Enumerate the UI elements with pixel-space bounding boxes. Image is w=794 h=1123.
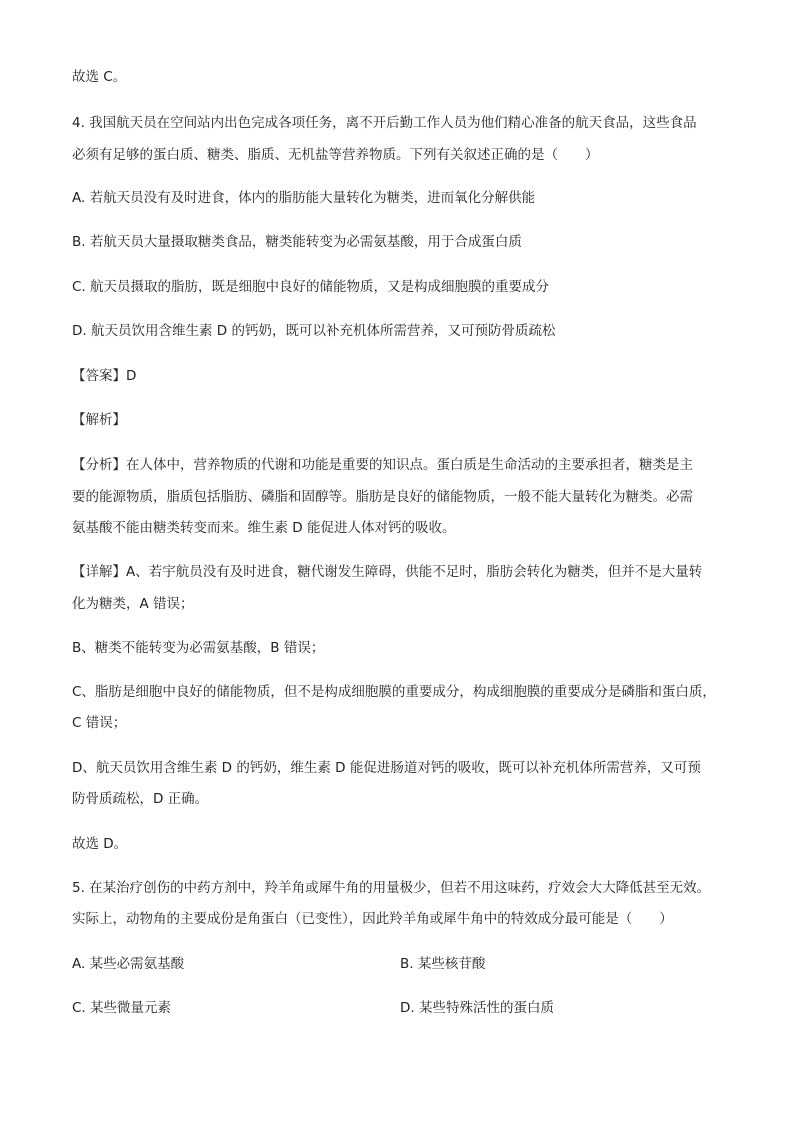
question-5-option-c: C. 某些微量元素 xyxy=(72,1000,172,1016)
question-4-option-c: C. 航天员摄取的脂肪，既是细胞中良好的储能物质，又是构成细胞膜的重要成分 xyxy=(72,279,550,295)
detail-text: A、若宇航员没有及时进食，糖代谢发生障碍，供能不足时，脂肪会转化为糖类，但并不是大量转 xyxy=(126,564,703,580)
question-5-option-b: B. 某些核苷酸 xyxy=(400,956,486,972)
detail-line-c-1: C、脂肪是细胞中良好的储能物质，但不是构成细胞膜的重要成分，构成细胞膜的重要成分是磷脂和蛋白质， xyxy=(72,684,716,700)
analysis-line-1 xyxy=(72,455,693,475)
prev-answer-line: 故选 C。 xyxy=(72,69,127,85)
answer-line xyxy=(72,366,136,386)
detail-line-d-2: 防骨质疏松，D 正确。 xyxy=(72,791,209,807)
question-4-option-d: D. 航天员饮用含维生素 D 的钙奶，既可以补充机体所需营养，又可预防骨质疏松 xyxy=(72,323,556,339)
detail-tag: 【详解】 xyxy=(72,564,126,580)
question-5-stem-line-1: 5. 在某治疗创伤的中药方剂中，羚羊角或犀牛角的用量极少，但若不用这味药，疗效会大大降低甚至无效。 xyxy=(72,880,711,896)
detail-line-b: B、糖类不能转变为必需氨基酸，B 错误； xyxy=(72,640,325,656)
question-5-stem-line-2: 实际上，动物角的主要成份是角蛋白（已变性），因此羚羊角或犀牛角中的特效成分最可能是（ ） xyxy=(72,911,673,927)
detail-line-1 xyxy=(72,562,702,582)
analysis-tag: 【分析】 xyxy=(72,457,126,473)
analysis-heading: 【解析】 xyxy=(72,412,126,428)
answer-value: D xyxy=(126,368,137,384)
question-4-option-a: A. 若航天员没有及时进食，体内的脂肪能大量转化为糖类，进而氧化分解供能 xyxy=(72,190,536,206)
question-4-stem-line-2: 必须有足够的蛋白质、糖类、脂质、无机盐等营养物质。下列有关叙述正确的是（ ） xyxy=(72,147,599,163)
question-5-option-d: D. 某些特殊活性的蛋白质 xyxy=(400,1000,554,1016)
detail-line-2: 化为糖类，A 错误； xyxy=(72,596,194,612)
analysis-text: 在人体中，营养物质的代谢和功能是重要的知识点。蛋白质是生命活动的主要承担者，糖类是主 xyxy=(126,457,693,473)
question-5-option-a: A. 某些必需氨基酸 xyxy=(72,956,185,972)
final-answer-line: 故选 D。 xyxy=(72,836,128,852)
detail-line-d-1: D、航天员饮用含维生素 D 的钙奶，维生素 D 能促进肠道对钙的吸收，既可以补充机体所需营养，又可预 xyxy=(72,760,701,776)
analysis-line-3: 氨基酸不能由糖类转变而来。维生素 D 能促进人体对钙的吸收。 xyxy=(72,520,456,536)
answer-tag: 【答案】 xyxy=(72,368,126,384)
detail-line-c-2: C 错误； xyxy=(72,715,127,731)
question-4-option-b: B. 若航天员大量摄取糖类食品，糖类能转变为必需氨基酸，用于合成蛋白质 xyxy=(72,234,522,250)
question-4-stem-line-1: 4. 我国航天员在空间站内出色完成各项任务，离不开后勤工作人员为他们精心准备的航天食品，这些食品 xyxy=(72,115,697,131)
analysis-line-2: 要的能源物质，脂质包括脂肪、磷脂和固醇等。脂肪是良好的储能物质，一般不能大量转化为糖类。必需 xyxy=(72,489,693,505)
